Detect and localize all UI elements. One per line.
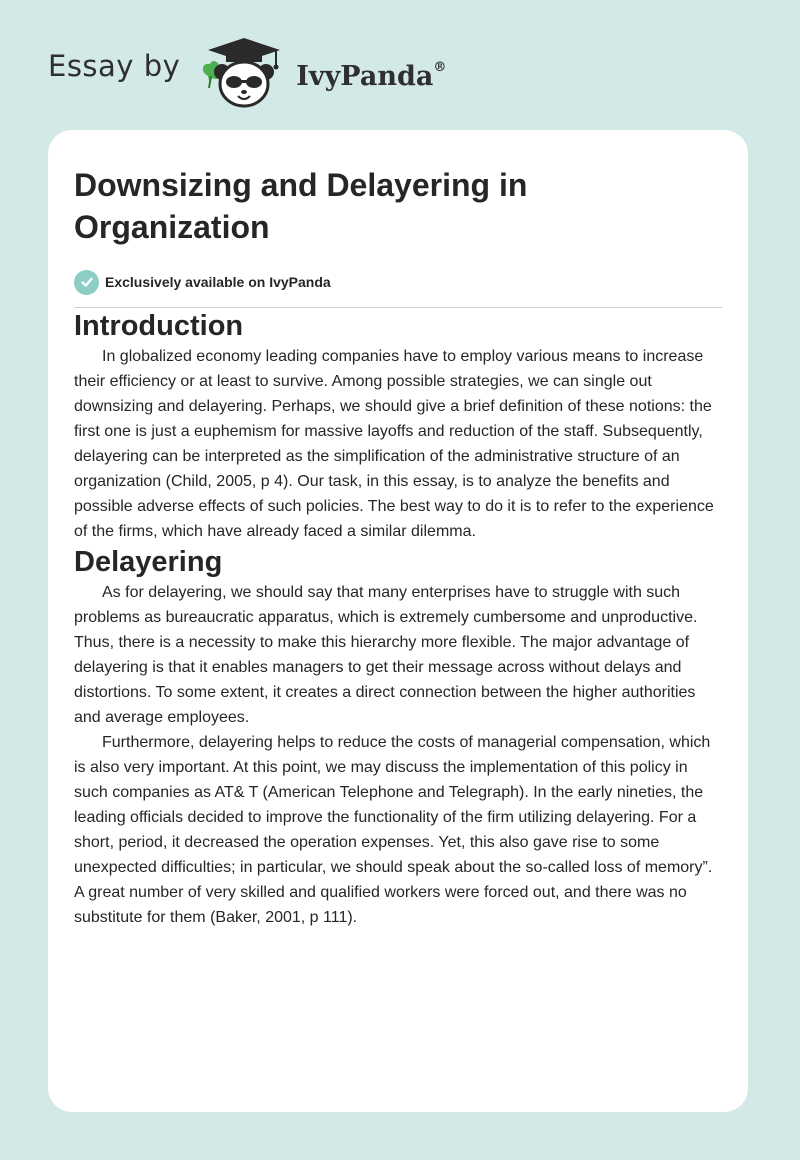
check-icon: [74, 270, 99, 295]
paragraph: In globalized economy leading companies have to employ various means to increase their efficiency or at least to survive. Among possible strategies, we can single out downsizing and delayering. Perhaps, we should give a brief definition of these notions: the first one is just a euphemism for massive layoffs and reduction of the staff. Subsequently, delayering can be interpreted as the simplification of the administrative structure of an organization (Child, 2005, p 4). Our task, in this essay, is to analyze the benefits and possible adverse effects of such policies. The best way to do it is to refer to the experience of the firms, which have already faced a similar dilemma.: [74, 348, 714, 540]
registered-mark: ®: [433, 60, 447, 75]
panda-graduate-icon[interactable]: [196, 32, 292, 112]
essay-by-label: Essay by: [48, 49, 181, 83]
page-title: Downsizing and Delayering in Organization: [74, 167, 528, 245]
brand-name[interactable]: [296, 60, 446, 92]
paragraph: As for delayering, we should say that many enterprises have to struggle with such problems as bureaucratic apparatus, which is extremely cumbersome and unproductive. Thus, there is a necessity to make this hierarchy more flexible. The major advantage of delayering is that it enables managers to get their message across without delays and distortions. To some extent, it creates a direct connection between the higher authorities and average employees.: [74, 584, 698, 726]
exclusive-badge: [74, 268, 722, 296]
brand-text: IvyPanda: [296, 61, 434, 92]
section-heading-introduction: Introduction: [74, 310, 244, 342]
section-heading-delayering: Delayering: [74, 546, 223, 578]
paragraph: Furthermore, delayering helps to reduce the costs of managerial compensation, which is also very important. At this point, we may discuss the implementation of this policy in such companies as AT& T (American Telephone and Telegraph). In the early nineties, the leading officials decided to improve the functionality of the firm utilizing delayering. For a short, period, it decreased the operation expenses. Yet, this also gave rise to some unexpected difficulties; in particular, we should speak about the so-called loss of memory”. A great number of very skilled and qualified workers were forced out, and there was no substitute for them (Baker, 2001, p 111).: [74, 734, 713, 926]
site-header: [48, 32, 446, 112]
essay-card: [48, 130, 748, 1112]
badge-text: Exclusively available on IvyPanda: [105, 274, 331, 290]
